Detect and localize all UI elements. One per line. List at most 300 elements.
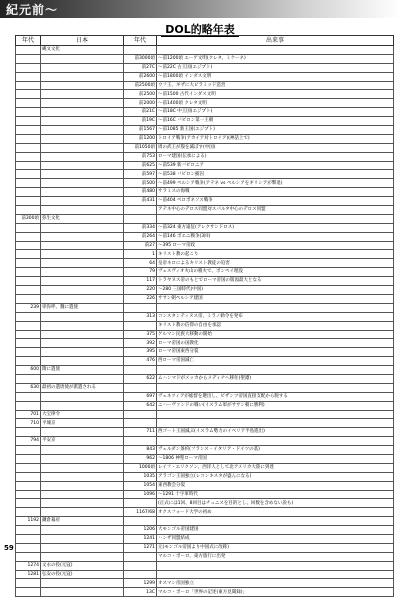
table-row (16, 392, 394, 401)
table-row (16, 241, 394, 250)
world-year-cell: 1299 (124, 579, 157, 588)
japan-year-cell (16, 357, 41, 366)
japan-year-cell: 701 (16, 410, 41, 419)
world-year-cell: 962 (124, 454, 157, 463)
world-event-cell: 〜280 三国時代(中国) (157, 286, 394, 295)
japan-event-cell (41, 179, 124, 188)
world-event-cell: トラヤヌス帝のもとでローマ帝国の版図最大となる (157, 277, 394, 286)
world-event-cell: アラゴン王国独立(レコンキスタが盛んになる) (157, 472, 394, 481)
japan-year-cell (16, 446, 41, 455)
world-event-cell: ローマ帝国東西分裂 (157, 348, 394, 357)
world-event-cell (157, 383, 394, 392)
japan-event-cell (41, 170, 124, 179)
world-year-cell: 前431 (124, 197, 157, 206)
world-year-cell (124, 206, 157, 215)
japan-event-cell (41, 90, 124, 99)
table-row (16, 214, 394, 223)
japan-year-cell (16, 206, 41, 215)
world-event-cell: 〜前16C バビロン第一王朝 (157, 117, 394, 126)
table-row (16, 232, 394, 241)
world-year-cell (124, 383, 157, 392)
japan-event-cell (41, 312, 124, 321)
japan-event-cell (41, 232, 124, 241)
japan-year-cell (16, 588, 41, 597)
world-event-cell: 大モンゴル帝国建国 (157, 526, 394, 535)
japan-event-cell (41, 401, 124, 410)
japan-year-cell (16, 312, 41, 321)
japan-year-cell (16, 499, 41, 508)
table-row (16, 534, 394, 543)
world-year-cell: 697 (124, 392, 157, 401)
japan-year-cell (16, 294, 41, 303)
table-row (16, 126, 394, 135)
world-year-cell: 622 (124, 374, 157, 383)
col-header-japan: 日本 (41, 36, 124, 46)
japan-event-cell: 平安京 (41, 437, 124, 446)
world-event-cell: サラミスの海戦 (157, 188, 394, 197)
world-year-cell: 711 (124, 428, 157, 437)
section-header-label: 紀元前〜 (6, 3, 59, 17)
japan-year-cell (16, 63, 41, 72)
world-year-cell: 前19C (124, 117, 157, 126)
world-year-cell (124, 499, 157, 508)
world-event-cell: 〜395 ローマ帝政 (157, 241, 394, 250)
japan-event-cell (41, 126, 124, 135)
table-row (16, 223, 394, 232)
world-year-cell: 前334 (124, 223, 157, 232)
world-year-cell: 1000頃 (124, 463, 157, 472)
world-event-cell (157, 410, 394, 419)
japan-year-cell: 794 (16, 437, 41, 446)
japan-year-cell (16, 223, 41, 232)
japan-year-cell (16, 46, 41, 55)
japan-year-cell: 239 (16, 303, 41, 312)
world-event-cell: 元(モンゴル帝国より中国式に改称) (157, 543, 394, 552)
japan-event-cell (41, 206, 124, 215)
table-row (16, 108, 394, 117)
world-event-cell: 〜前1200頃 エーゲ文明(クレタ、ミケーネ) (157, 54, 394, 63)
world-event-cell (157, 419, 394, 428)
world-event-cell: 〜前538 バビロン捕囚 (157, 170, 394, 179)
japan-event-cell (41, 54, 124, 63)
japan-event-cell: 最初の遣唐使が派遣される (41, 383, 124, 392)
world-event-cell: 皇帝ネロによるキリスト教徒の迫害 (157, 259, 394, 268)
world-year-cell: 395 (124, 348, 157, 357)
japan-year-cell (16, 552, 41, 561)
table-row (16, 312, 394, 321)
table-row (16, 161, 394, 170)
page-title-text: DOL的略年表 (161, 23, 239, 37)
japan-year-cell (16, 90, 41, 99)
world-year-cell (124, 552, 157, 561)
japan-year-cell (16, 232, 41, 241)
world-year-cell: 前264 (124, 232, 157, 241)
japan-year-cell: 1274 (16, 561, 41, 570)
japan-event-cell (41, 99, 124, 108)
table-row (16, 99, 394, 108)
world-event-cell: 西ゴート王国滅ぶ(イスラム勢力のイベリア半島進出) (157, 428, 394, 437)
table-row (16, 117, 394, 126)
table-row (16, 268, 394, 277)
table-row (16, 437, 394, 446)
world-event-cell: 東西教会分裂 (157, 481, 394, 490)
table-row (16, 303, 394, 312)
world-event-cell (157, 214, 394, 223)
japan-year-cell (16, 268, 41, 277)
japan-event-cell: 平城京 (41, 419, 124, 428)
world-event-cell (157, 46, 394, 55)
japan-year-cell (16, 543, 41, 552)
japan-event-cell (41, 463, 124, 472)
table-row (16, 383, 394, 392)
japan-year-cell: 600 (16, 366, 41, 375)
world-event-cell: 〜前499 ペルシア戦争(アテネ vs ペルシアをギリシアが撃退) (157, 179, 394, 188)
world-year-cell: 1054 (124, 481, 157, 490)
japan-event-cell (41, 223, 124, 232)
world-event-cell: キリスト教の信仰の自由を承認 (157, 321, 394, 330)
japan-year-cell (16, 250, 41, 259)
table-row (16, 401, 394, 410)
table-row (16, 54, 394, 63)
japan-event-cell (41, 508, 124, 517)
japan-year-cell: 前300頃 (16, 214, 41, 223)
japan-event-cell (41, 294, 124, 303)
table-row (16, 197, 394, 206)
japan-event-cell (41, 490, 124, 499)
table-row (16, 81, 394, 90)
world-year-cell (124, 570, 157, 579)
col-header-events: 出来事 (157, 36, 394, 46)
japan-event-cell: 隋に遣使 (41, 366, 124, 375)
japan-year-cell (16, 286, 41, 295)
world-event-cell: マルコ・ポーロ、東方旅行に出発 (157, 552, 394, 561)
world-year-cell: 前21C (124, 108, 157, 117)
japan-event-cell (41, 374, 124, 383)
japan-year-cell (16, 54, 41, 63)
world-year-cell: 前27 (124, 241, 157, 250)
world-year-cell: 375 (124, 330, 157, 339)
world-year-cell: 前2500 (124, 90, 157, 99)
world-year-cell (124, 214, 157, 223)
world-event-cell (157, 517, 394, 526)
japan-event-cell (41, 63, 124, 72)
japan-event-cell (41, 321, 124, 330)
world-event-cell (157, 366, 394, 375)
japan-year-cell: 1192 (16, 517, 41, 526)
world-year-cell: 前3000頃 (124, 54, 157, 63)
world-year-cell: 前27C (124, 63, 157, 72)
table-row (16, 63, 394, 72)
japan-event-cell (41, 161, 124, 170)
japan-year-cell (16, 143, 41, 152)
japan-year-cell (16, 134, 41, 143)
table-row (16, 543, 394, 552)
world-event-cell: キリスト教の起こり (157, 250, 394, 259)
world-year-cell (124, 410, 157, 419)
table-row (16, 330, 394, 339)
japan-event-cell (41, 588, 124, 597)
japan-event-cell (41, 188, 124, 197)
world-event-cell (157, 570, 394, 579)
world-year-cell: 226 (124, 294, 157, 303)
japan-year-cell (16, 392, 41, 401)
table-row (16, 561, 394, 570)
chronology-table (15, 35, 394, 597)
japan-year-cell (16, 401, 41, 410)
table-row (16, 152, 394, 161)
world-event-cell: 〜前22C 古王国(エジプト) (157, 63, 394, 72)
table-row (16, 259, 394, 268)
world-year-cell: 前1050頃 (124, 143, 157, 152)
world-year-cell: 1167/68 (124, 508, 157, 517)
world-year-cell (124, 419, 157, 428)
japan-year-cell (16, 348, 41, 357)
japan-year-cell (16, 117, 41, 126)
table-row (16, 508, 394, 517)
table-row (16, 294, 394, 303)
section-header-band (0, 0, 400, 18)
japan-event-cell (41, 268, 124, 277)
japan-event-cell (41, 81, 124, 90)
japan-year-cell (16, 161, 41, 170)
world-event-cell: ウフ王、ギザに大ピラミッド造営 (157, 81, 394, 90)
table-row (16, 570, 394, 579)
japan-event-cell: 卑弥呼、魏に遣使 (41, 303, 124, 312)
table-row (16, 472, 394, 481)
world-event-cell: 〜前1085 新王国(エジプト) (157, 126, 394, 135)
world-year-cell: 前597 (124, 170, 157, 179)
world-event-cell: ローマ建国(伝承による) (157, 152, 394, 161)
table-row (16, 517, 394, 526)
japan-event-cell (41, 134, 124, 143)
japan-year-cell (16, 108, 41, 117)
japan-event-cell (41, 446, 124, 455)
col-header-world-year: 年代 (124, 36, 157, 46)
japan-year-cell (16, 170, 41, 179)
table-row (16, 188, 394, 197)
world-year-cell: 前625 (124, 161, 157, 170)
world-event-cell: 〜前404 ペロポネソス戦争 (157, 197, 394, 206)
world-event-cell: ヴェネツィアが総督を選出し、ビザンツ帝国直接支配から脱する (157, 392, 394, 401)
world-event-cell: オスマン帝国独立 (157, 579, 394, 588)
japan-year-cell (16, 81, 41, 90)
japan-event-cell (41, 259, 124, 268)
world-event-cell: 〜1806 神聖ローマ帝国 (157, 454, 394, 463)
world-event-cell: アテネ中心のデロス同盟対スパルタ中心のデロス同盟 (157, 206, 394, 215)
world-year-cell (124, 437, 157, 446)
world-year-cell: 前2500頃 (124, 81, 157, 90)
world-year-cell: 前753 (124, 152, 157, 161)
japan-event-cell: 文永の役(元寇) (41, 561, 124, 570)
japan-year-cell (16, 339, 41, 348)
japan-year-cell (16, 374, 41, 383)
world-event-cell (157, 561, 394, 570)
table-row (16, 143, 394, 152)
world-event-cell: 〜前146 ポエニ戦争(3回) (157, 232, 394, 241)
japan-event-cell (41, 543, 124, 552)
world-year-cell: 392 (124, 339, 157, 348)
japan-event-cell (41, 152, 124, 161)
table-body (16, 46, 394, 597)
world-event-cell: ローマ帝国の国教化 (157, 339, 394, 348)
japan-event-cell: 弥生文化 (41, 214, 124, 223)
japan-event-cell (41, 348, 124, 357)
japan-event-cell (41, 454, 124, 463)
world-year-cell: 1 (124, 250, 157, 259)
japan-event-cell (41, 499, 124, 508)
world-year-cell: 1035 (124, 472, 157, 481)
japan-year-cell (16, 428, 41, 437)
world-year-cell: 220 (124, 286, 157, 295)
japan-event-cell (41, 250, 124, 259)
japan-year-cell (16, 508, 41, 517)
world-event-cell: 〜前1400頃 クレタ文明 (157, 99, 394, 108)
world-event-cell: ゲルマン民族大移動の開始 (157, 330, 394, 339)
world-event-cell: 〜前1500 古代インダス文明 (157, 90, 394, 99)
japan-year-cell: 1281 (16, 570, 41, 579)
japan-event-cell (41, 330, 124, 339)
table-row (16, 526, 394, 535)
world-event-cell: 〜前18C 中王国(エジプト) (157, 108, 394, 117)
japan-event-cell (41, 72, 124, 81)
col-header-japan-year: 年代 (16, 36, 41, 46)
world-year-cell (124, 561, 157, 570)
world-year-cell (124, 321, 157, 330)
world-year-cell: 1271 (124, 543, 157, 552)
world-event-cell: ササン朝ペルシア建国 (157, 294, 394, 303)
world-event-cell: ヴェスヴィオ火山の噴火で、ポンペイ埋没 (157, 268, 394, 277)
world-year-cell: 1096 (124, 490, 157, 499)
japan-event-cell (41, 579, 124, 588)
table-row (16, 481, 394, 490)
table-row (16, 463, 394, 472)
table-row (16, 490, 394, 499)
table-row (16, 454, 394, 463)
japan-event-cell (41, 481, 124, 490)
world-year-cell: 64 (124, 259, 157, 268)
japan-event-cell (41, 143, 124, 152)
table-row (16, 579, 394, 588)
table-row (16, 90, 394, 99)
world-event-cell: (正式には1回、8回目はチュニスを目的とし、回数を含めない説も) (157, 499, 394, 508)
japan-year-cell: 630 (16, 383, 41, 392)
world-event-cell: 〜前324 東方遠征(アレクサンドロス) (157, 223, 394, 232)
world-event-cell: 〜1291 十字軍時代 (157, 490, 394, 499)
table-row (16, 366, 394, 375)
world-event-cell (157, 437, 394, 446)
world-year-cell: 前2600 (124, 72, 157, 81)
world-year-cell: 前1567 (124, 126, 157, 135)
table-row (16, 446, 394, 455)
japan-event-cell (41, 526, 124, 535)
table-row (16, 286, 394, 295)
world-year-cell: 前480 (124, 188, 157, 197)
table-row (16, 348, 394, 357)
japan-year-cell (16, 463, 41, 472)
japan-event-cell (41, 286, 124, 295)
world-event-cell: レイフ・エリクソン、西洋人として北アメリカ大陸に到達 (157, 463, 394, 472)
table-row (16, 250, 394, 259)
table-row (16, 552, 394, 561)
table-row (16, 339, 394, 348)
japan-year-cell (16, 259, 41, 268)
world-event-cell: 〜前1800頃 インダス文明 (157, 72, 394, 81)
world-event-cell: オクスフォード大学の初め (157, 508, 394, 517)
japan-event-cell (41, 428, 124, 437)
japan-year-cell (16, 579, 41, 588)
japan-event-cell (41, 392, 124, 401)
japan-event-cell: 鎌倉幕府 (41, 517, 124, 526)
table-row (16, 374, 394, 383)
table-row (16, 206, 394, 215)
japan-year-cell (16, 197, 41, 206)
world-year-cell: 前1200 (124, 134, 157, 143)
japan-year-cell (16, 72, 41, 81)
japan-year-cell (16, 526, 41, 535)
japan-event-cell: 弘安の役(元寇) (41, 570, 124, 579)
world-event-cell: ハンザ同盟結成 (157, 534, 394, 543)
world-event-cell: 周の武王が殷を滅ぼす(中国) (157, 143, 394, 152)
world-year-cell: 79 (124, 268, 157, 277)
japan-year-cell (16, 126, 41, 135)
japan-event-cell: 縄文文化 (41, 46, 124, 55)
world-year-cell: 313 (124, 312, 157, 321)
world-year-cell: 476 (124, 357, 157, 366)
world-event-cell: 西ローマ帝国滅亡 (157, 357, 394, 366)
world-event-cell: トロイア戦争(アカイア対トロイア)(神話上で) (157, 134, 394, 143)
table-row (16, 499, 394, 508)
japan-year-cell (16, 152, 41, 161)
world-event-cell: コンスタンティヌス帝、ミラノ勅令を発布 (157, 312, 394, 321)
japan-year-cell: 710 (16, 419, 41, 428)
japan-year-cell (16, 277, 41, 286)
table-row (16, 170, 394, 179)
world-event-cell: マルコ・ポーロ「世界の記述(東方見聞録)」 (157, 588, 394, 597)
japan-event-cell (41, 534, 124, 543)
japan-year-cell (16, 472, 41, 481)
world-year-cell (124, 303, 157, 312)
world-year-cell (124, 517, 157, 526)
world-year-cell: 前2000 (124, 99, 157, 108)
world-year-cell: 642 (124, 401, 157, 410)
table-row (16, 179, 394, 188)
japan-event-cell (41, 472, 124, 481)
table-row (16, 46, 394, 55)
world-year-cell: 1241 (124, 534, 157, 543)
world-event-cell: ニハーヴァンドの戦い(イスラム軍がササン朝に勝利) (157, 401, 394, 410)
world-year-cell (124, 366, 157, 375)
table-row (16, 72, 394, 81)
world-year-cell: 13C (124, 588, 157, 597)
japan-year-cell (16, 330, 41, 339)
japan-event-cell (41, 277, 124, 286)
japan-event-cell (41, 108, 124, 117)
table-row (16, 419, 394, 428)
table-row (16, 134, 394, 143)
world-year-cell: 117 (124, 277, 157, 286)
world-event-cell (157, 303, 394, 312)
table-row (16, 410, 394, 419)
japan-year-cell (16, 179, 41, 188)
japan-year-cell (16, 321, 41, 330)
page-number: 59 (4, 544, 14, 552)
japan-event-cell (41, 552, 124, 561)
japan-event-cell (41, 241, 124, 250)
table-row (16, 588, 394, 597)
japan-year-cell (16, 490, 41, 499)
japan-event-cell (41, 117, 124, 126)
japan-year-cell (16, 188, 41, 197)
